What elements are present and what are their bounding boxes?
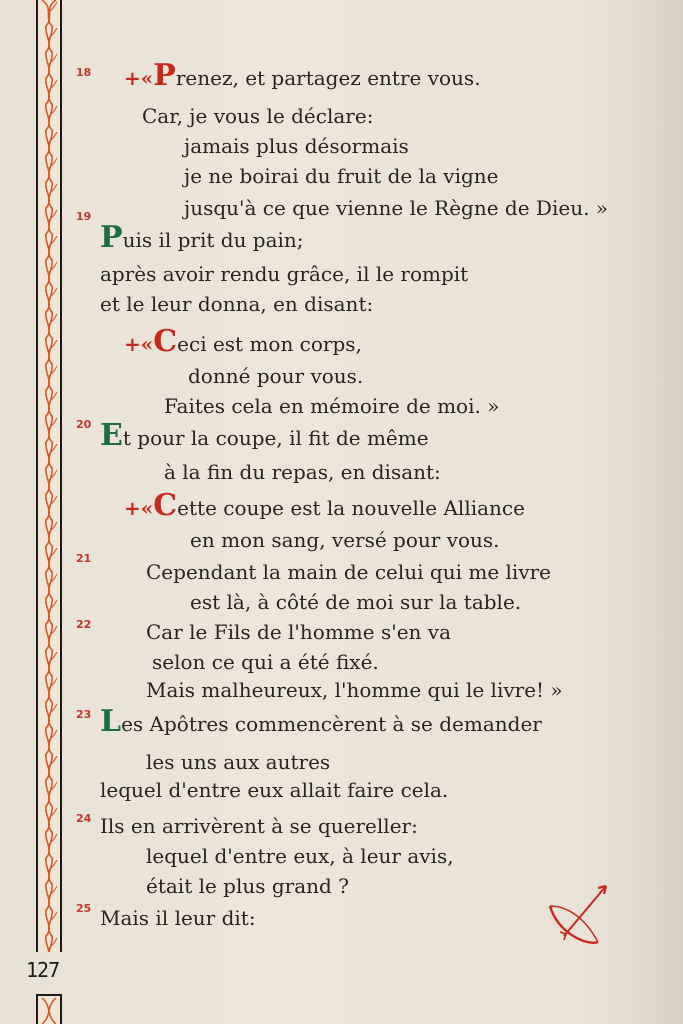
text-line: jusqu'à ce que vienne le Règne de Dieu. » xyxy=(184,196,609,220)
initial-letter: L xyxy=(100,704,122,739)
line-text: ette coupe est la nouvelle Alliance xyxy=(177,496,525,520)
text-line xyxy=(100,704,542,739)
line-text: uis il prit du pain; xyxy=(122,228,304,252)
text-line: je ne boirai du fruit de la vigne xyxy=(184,164,499,188)
text-line: à la fin du repas, en disant: xyxy=(164,460,441,484)
text-line: après avoir rendu grâce, il le rompit xyxy=(100,262,469,286)
verse-number: 20 xyxy=(76,418,92,431)
line-text: eci est mon corps, xyxy=(177,332,362,356)
verse-number: 19 xyxy=(76,210,92,223)
initial-letter: C xyxy=(153,324,178,359)
text-line: lequel d'entre eux allait faire cela. xyxy=(100,778,449,802)
verse-number: 18 xyxy=(76,66,92,79)
text-line: était le plus grand ? xyxy=(146,874,349,898)
line-text: renez, et partagez entre vous. xyxy=(175,66,481,90)
text-line: donné pour vous. xyxy=(188,364,364,388)
text-line xyxy=(100,220,304,255)
text-line: jamais plus désormais xyxy=(184,134,409,158)
text-line: Car, je vous le déclare: xyxy=(142,104,374,128)
page-shadow xyxy=(633,0,683,1024)
initial-letter: C xyxy=(153,488,178,523)
rubric-marker: +« xyxy=(124,496,154,520)
verse-number: 21 xyxy=(76,552,92,565)
rubric-marker: +« xyxy=(124,332,154,356)
text-line xyxy=(124,488,525,523)
text-line: en mon sang, versé pour vous. xyxy=(190,528,500,552)
verse-number: 22 xyxy=(76,618,92,631)
vine-border xyxy=(36,0,62,952)
initial-letter: P xyxy=(153,58,176,93)
verse-number: 23 xyxy=(76,708,92,721)
text-line: Faites cela en mémoire de moi. » xyxy=(164,394,500,418)
text-line: selon ce qui a été fixé. xyxy=(152,650,379,674)
initial-letter: P xyxy=(100,220,123,255)
text-line: Mais malheureux, l'homme qui le livre! » xyxy=(146,678,563,702)
vine-border-bottom xyxy=(36,994,62,1024)
verse-number: 24 xyxy=(76,812,92,825)
line-text: t pour la coupe, il fit de même xyxy=(122,426,429,450)
text-line: Car le Fils de l'homme s'en va xyxy=(146,620,452,644)
text-line: est là, à côté de moi sur la table. xyxy=(190,590,522,614)
text-line: lequel d'entre eux, à leur avis, xyxy=(146,844,454,868)
initial-letter: E xyxy=(100,418,123,453)
text-line: Cependant la main de celui qui me livre xyxy=(146,560,552,584)
text-line xyxy=(124,58,481,93)
page-number: 127 xyxy=(26,958,60,982)
text-line: Ils en arrivèrent à se quereller: xyxy=(100,814,418,838)
text-line: Mais il leur dit: xyxy=(100,906,256,930)
text-line: les uns aux autres xyxy=(146,750,331,774)
line-text: es Apôtres commencèrent à se demander xyxy=(121,712,542,736)
verse-number: 25 xyxy=(76,902,92,915)
rubric-marker: +« xyxy=(124,66,154,90)
text-line: et le leur donna, en disant: xyxy=(100,292,374,316)
text-line xyxy=(100,418,429,453)
bow-and-arrow-icon xyxy=(544,876,614,948)
text-line xyxy=(124,324,362,359)
